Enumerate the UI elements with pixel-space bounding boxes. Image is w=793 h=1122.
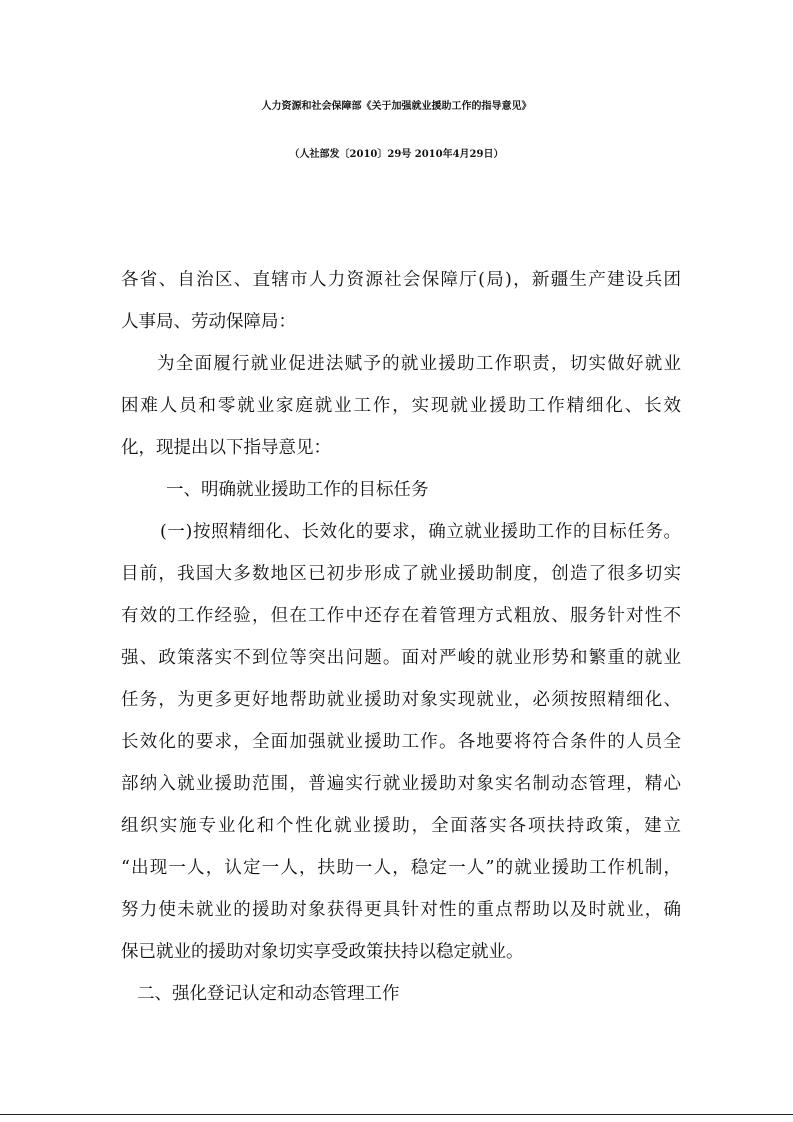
item-1-line-6: 长效化的要求，全面加强就业援助工作。各地要将符合条件的人员全: [121, 732, 681, 752]
item-1-line-2: 目前，我国大多数地区已初步形成了就业援助制度，创造了很多切实: [121, 564, 681, 584]
item-1-line-1: (一)按照精细化、长效化的要求，确立就业援助工作的目标任务。: [160, 522, 681, 542]
intro-line-1: 为全面履行就业促进法赋予的就业援助工作职责，切实做好就业: [157, 354, 681, 374]
intro-line-3: 化，现提出以下指导意见：: [121, 438, 331, 458]
document-subtitle: （人社部发〔2010〕29号 2010年4月29日）: [289, 149, 504, 160]
item-1-line-3: 有效的工作经验，但在工作中还存在着管理方式粗放、服务针对性不: [121, 606, 681, 626]
addressee-line-2: 人事局、劳动保障局：: [121, 312, 296, 332]
item-1-line-10: 努力使未就业的援助对象获得更具针对性的重点帮助以及时就业，确: [121, 900, 681, 920]
item-1-line-11: 保已就业的援助对象切实享受政策扶持以稳定就业。: [121, 942, 524, 962]
page-bottom-rule: [0, 1114, 793, 1115]
document-title: 人力资源和社会保障部《关于加强就业援助工作的指导意见》: [261, 101, 532, 112]
intro-line-2: 困难人员和零就业家庭就业工作，实现就业援助工作精细化、长效: [121, 396, 681, 416]
section-2-heading: 二、强化登记认定和动态管理工作: [137, 984, 400, 1004]
section-1-heading: 一、明确就业援助工作的目标任务: [166, 480, 429, 500]
item-1-line-9: “出现一人，认定一人，扶助一人，稳定一人”的就业援助工作机制，: [121, 858, 681, 878]
item-1-line-4: 强、政策落实不到位等突出问题。面对严峻的就业形势和繁重的就业: [121, 648, 681, 668]
item-1-line-5: 任务，为更多更好地帮助就业援助对象实现就业，必须按照精细化、: [121, 690, 681, 710]
item-1-line-8: 组织实施专业化和个性化就业援助，全面落实各项扶持政策，建立: [121, 816, 681, 836]
item-1-line-7: 部纳入就业援助范围，普遍实行就业援助对象实名制动态管理，精心: [121, 774, 681, 794]
addressee-line-1: 各省、自治区、直辖市人力资源社会保障厅(局)，新疆生产建设兵团: [121, 270, 681, 290]
